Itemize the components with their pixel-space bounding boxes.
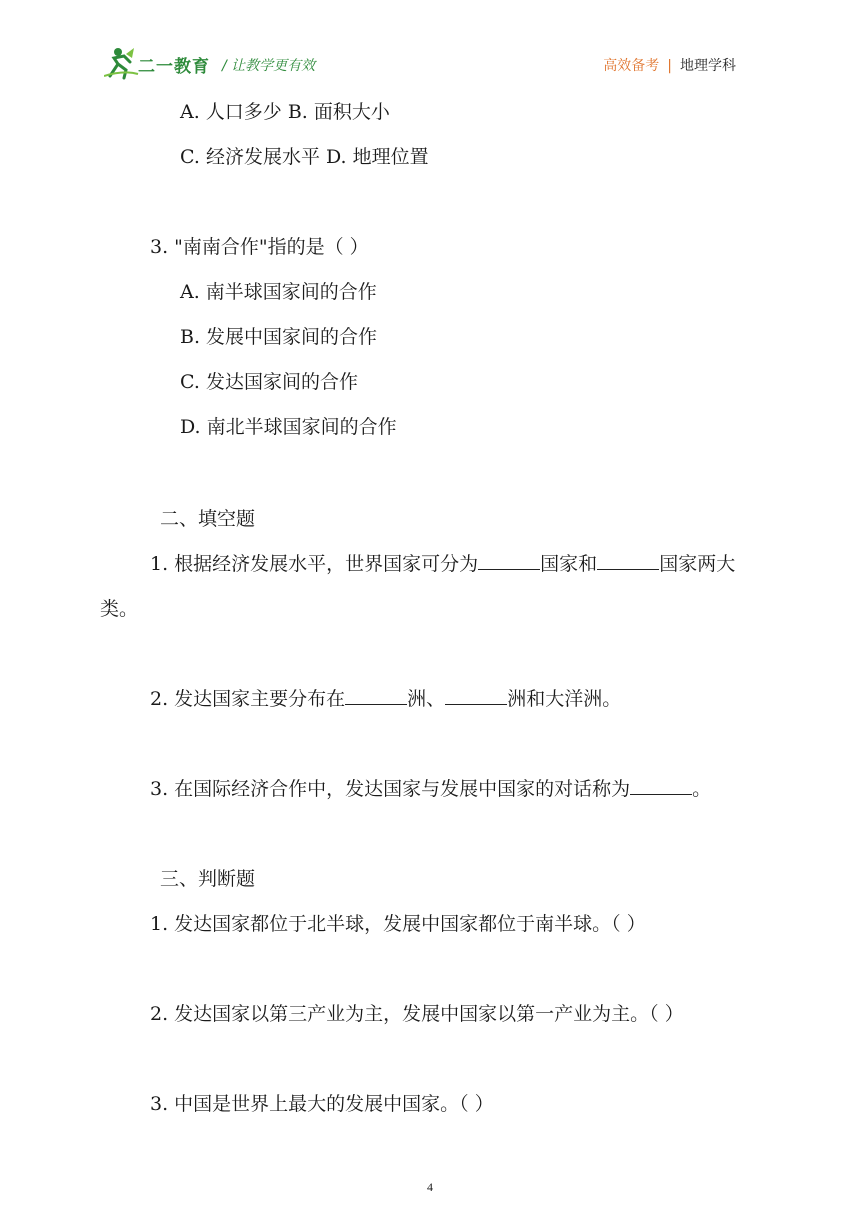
- fill-q2-text-3: 洲和大洋洲。: [507, 688, 622, 710]
- fill-q1: [150, 551, 735, 577]
- fill-q3: [150, 776, 711, 802]
- q3-option-c: C. 发达国家间的合作: [180, 371, 358, 393]
- page-number: 4: [427, 1180, 433, 1194]
- fill-blank: [630, 776, 692, 795]
- fill-q2: [150, 686, 621, 712]
- fill-q1-text-3: 国家两大: [659, 553, 736, 575]
- fill-q2-text-1: 2. 发达国家主要分布在: [150, 688, 346, 710]
- q3-option-a: A. 南半球国家间的合作: [180, 281, 377, 303]
- judge-q1: 1. 发达国家都位于北半球，发展中国家都位于南半球。（ ）: [150, 913, 646, 935]
- logo-text: 二一教育: [138, 57, 210, 77]
- q3-option-d: D. 南北半球国家间的合作: [180, 416, 397, 438]
- fill-q1-continuation: 类。: [100, 598, 139, 620]
- q2-options-line1: A. 人口多少 B. 面积大小: [180, 101, 390, 123]
- fill-section-title: 二、填空题: [160, 508, 256, 530]
- fill-q2-text-2: 洲、: [407, 688, 446, 710]
- header-subject: 地理学科: [680, 58, 736, 74]
- fill-blank: [597, 551, 659, 570]
- fill-q1-text-2: 国家和: [540, 553, 598, 575]
- fill-blank: [478, 551, 540, 570]
- fill-q3-text-1: 3. 在国际经济合作中，发达国家与发展中国家的对话称为: [150, 778, 631, 800]
- header-slogan: / 让教学更有效: [222, 58, 316, 74]
- page-header: [0, 0, 860, 90]
- judge-q2: 2. 发达国家以第三产业为主，发展中国家以第一产业为主。（ ）: [150, 1003, 684, 1025]
- fill-blank: [445, 686, 507, 705]
- q2-options-line2: C. 经济发展水平 D. 地理位置: [180, 146, 429, 168]
- judge-section-title: 三、判断题: [160, 868, 256, 890]
- header-subject-area: [603, 55, 736, 75]
- q3-option-b: B. 发展中国家间的合作: [180, 326, 378, 348]
- judge-q3: 3. 中国是世界上最大的发展中国家。（ ）: [150, 1093, 494, 1115]
- header-separator: |: [667, 58, 672, 74]
- fill-q3-text-2: 。: [692, 778, 712, 800]
- fill-blank: [345, 686, 407, 705]
- q3-stem: 3. "南南合作"指的是（ ）: [150, 236, 369, 258]
- header-brand: 高效备考: [603, 58, 660, 74]
- fill-q1-text-1: 1. 根据经济发展水平，世界国家可分为: [150, 553, 479, 575]
